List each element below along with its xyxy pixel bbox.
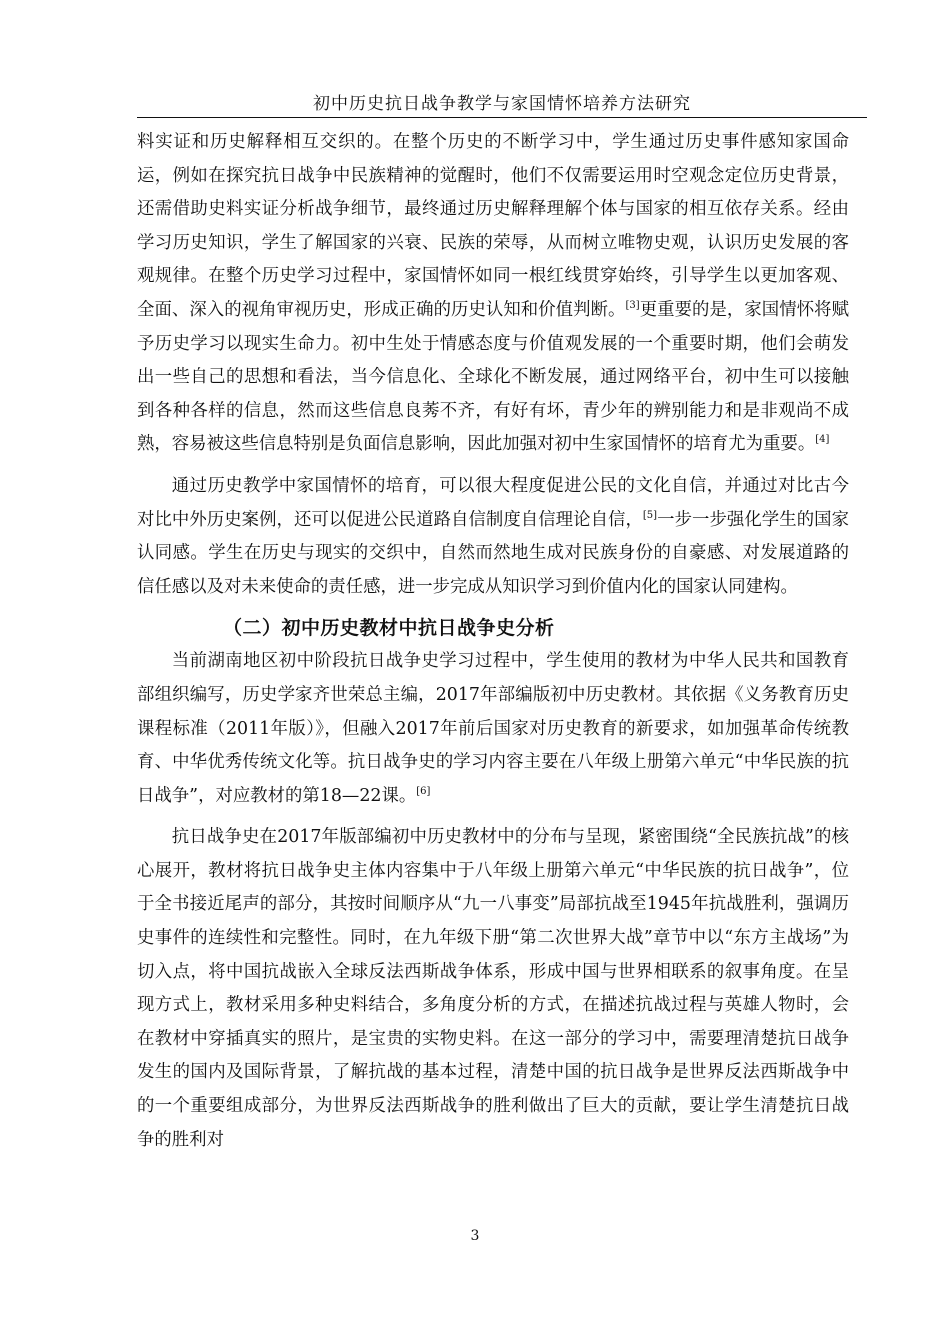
document-body bbox=[137, 126, 849, 1157]
paragraph-4 bbox=[137, 821, 849, 1157]
paragraph-1-text: 料实证和历史解释相互交织的。在整个历史的不断学习中，学生通过历史事件感知家国命运，例如在探究抗日战争中民族精神的觉醒时，他们不仅需要运用时空观念定位历史背景，还需借助史料实证分析战争细节，最终通过历史解释理解个体与国家的相互依存关系。经由学习历史知识，学生了解国家的兴衰、民族的荣辱，从而树立唯物史观，认识历史发展的客观规律。在整个历史学习过程中，家国情怀如同一根红线贯穿始终，引导学生以更加客观、全面、深入的视角审视历史，形成正确的历史认知和价值判断。 bbox=[137, 132, 849, 320]
citation-ref: [3] bbox=[625, 300, 640, 312]
citation-ref: [4] bbox=[815, 434, 830, 446]
paragraph-1-text-cont: 更重要的是，家国情怀将赋予历史学习以现实生命力。初中生处于情感态度与价值观发展的一个重要时期，他们会萌发出一些自己的思想和看法，当今信息化、全球化不断发展，通过网络平台，初中生可以接触到各种各样的信息，然而这些信息良莠不齐，有好有坏，青少年的辨别能力和是非观尚不成熟，容易被这些信息特别是负面信息影响，因此加强对初中生家国情怀的培育尤为重要。 bbox=[137, 299, 849, 455]
section-heading: （二）初中历史教材中抗日战争史分析 bbox=[223, 617, 555, 640]
citation-ref: [6] bbox=[416, 785, 431, 797]
header-rule bbox=[137, 117, 867, 118]
paragraph-2-text-cont: 一步一步强化学生的国家认同感。学生在历史与现实的交织中，自然而然地生成对民族身份的自豪感、对发展道路的信任感以及对未来使命的责任感，进一步完成从知识学习到价值内化的国家认同建构。 bbox=[137, 509, 849, 597]
paragraph-2 bbox=[137, 470, 849, 604]
paragraph-3-text: 当前湖南地区初中阶段抗日战争史学习过程中，学生使用的教材为中华人民共和国教育部组织编写，历史学家齐世荣总主编，2017年部编版初中历史教材。其依据《义务教育历史课程标准（2011年版）》，但融入2017年前后国家对历史教育的新要求，如加强革命传统教育、中华优秀传统文化等。抗日战争史的学习内容主要在八年级上册第六单元“中华民族的抗日战争”，对应教材的第18—22课。 bbox=[137, 651, 849, 806]
paragraph-3 bbox=[137, 645, 849, 813]
running-header: 初中历史抗日战争教学与家国情怀培养方法研究 bbox=[313, 94, 691, 114]
page-number: 3 bbox=[470, 1228, 480, 1244]
paragraph-2-text: 通过历史教学中家国情怀的培育，可以很大程度促进公民的文化自信，并通过对比古今对比中外历史案例，还可以促进公民道路自信制度自信理论自信， bbox=[137, 475, 849, 530]
paragraph-1 bbox=[137, 126, 849, 462]
citation-ref: [5] bbox=[642, 509, 658, 521]
paragraph-4-text: 抗日战争史在2017年版部编初中历史教材中的分布与呈现，紧密围绕“全民族抗战”的核心展开，教材将抗日战争史主体内容集中于八年级上册第六单元“中华民族的抗日战争”，位于全书接近尾声的部分，其按时间顺序从“九一八事变”局部抗战至1945年抗战胜利，强调历史事件的连续性和完整性。同时，在九年级下册“第二次世界大战”章节中以“东方主战场”为切入点，将中国抗战嵌入全球反法西斯战争体系，形成中国与世界相联系的叙事角度。在呈现方式上，教材采用多种史料结合，多角度分析的方式，在描述抗战过程与英雄人物时，会在教材中穿插真实的照片，是宝贵的实物史料。在这一部分的学习中，需要理清楚抗日战争发生的国内及国际背景，了解抗战的基本过程，清楚中国的抗日战争是世界反法西斯战争中的一个重要组成部分，为世界反法西斯战争的胜利做出了巨大的贡献，要让学生清楚抗日战争的胜利对 bbox=[137, 827, 849, 1150]
